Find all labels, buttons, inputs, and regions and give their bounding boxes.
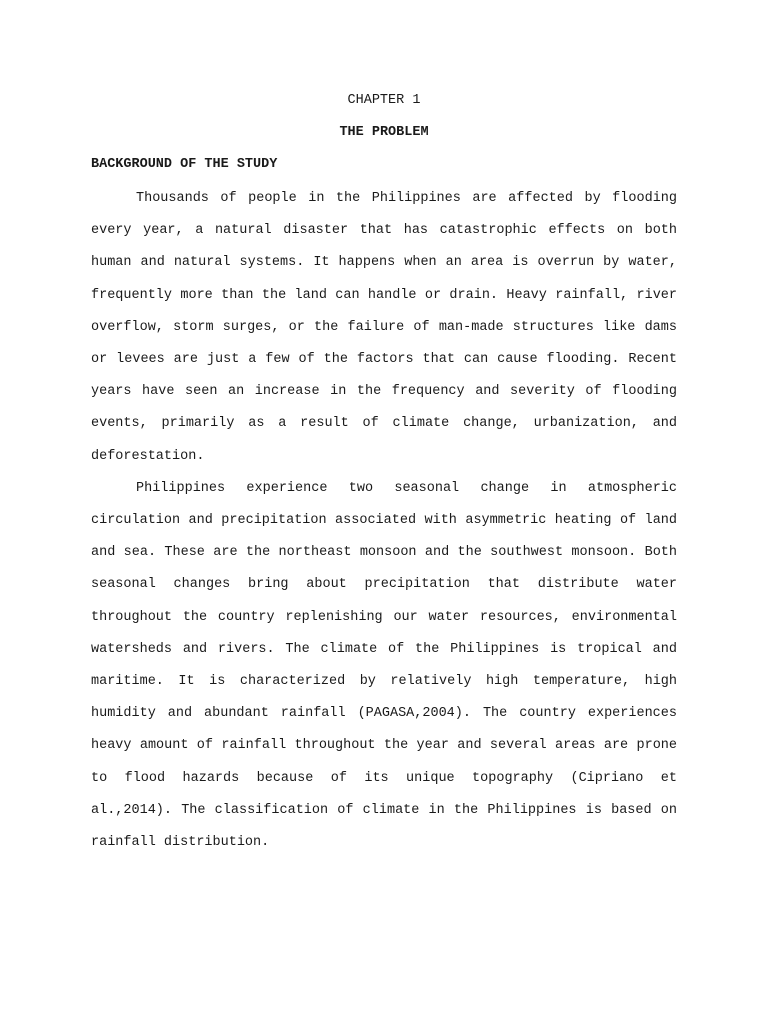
chapter-label: CHAPTER 1 — [347, 93, 421, 108]
paragraph-2 — [91, 473, 677, 859]
section-heading: BACKGROUND OF THE STUDY — [91, 157, 278, 172]
document-page — [91, 87, 677, 859]
paragraph-1 — [91, 183, 677, 473]
paragraph-1-text: Thousands of people in the Philippines are affected by flooding every year, a natural disaster that has catastrophic effects on both human and natural systems. It happens when an area is overrun by water, frequently more than the land can handle or drain. Heavy rainfall, river overflow, storm surges, or the failure of man-made structures like dams or levees are just a few of the factors that can cause flooding. Recent years have seen an increase in the frequency and severity of flooding events, primarily as a result of climate change, urbanization, and deforestation. — [91, 191, 677, 464]
paragraph-2-text: Philippines experience two seasonal change in atmospheric circulation and precipitation associated with asymmetric heating of land and sea. These are the northeast monsoon and the southwest monsoon. Both seasonal changes bring about precipitation that distribute water throughout the country replenishing our water resources, environmental watersheds and rivers. The climate of the Philippines is tropical and maritime. It is characterized by relatively high temperature, high humidity and abundant rainfall (PAGASA,2004). The country experiences heavy amount of rainfall throughout the year and several areas are prone to flood hazards because of its unique topography (Cipriano et al.,2014). The classification of climate in the Philippines is based on rainfall distribution. — [91, 480, 677, 851]
chapter-title: THE PROBLEM — [339, 125, 429, 140]
